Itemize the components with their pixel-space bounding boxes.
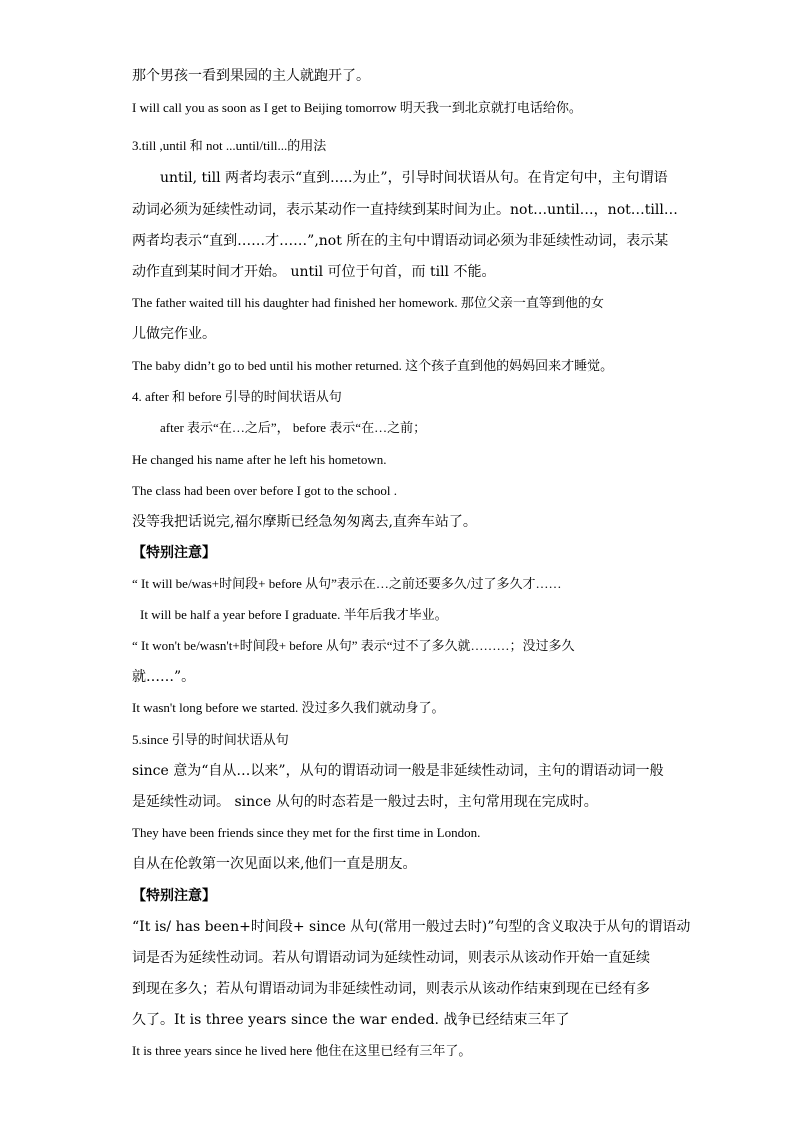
text-line: 久了。It is three years since the war ended. 战争已经结束三年了 (132, 1012, 570, 1028)
text-line: It wasn't long before we started. 没过多久我们就动身了。 (132, 700, 445, 715)
text-line: 两者均表示“直到……才……”,not 所在的主句中谓语动词必须为非延续性动词，表示某 (132, 233, 669, 249)
text-line: 就……”。 (132, 669, 196, 685)
text-line: It is three years since he lived here 他住在这里已经有三年了。 (132, 1043, 472, 1058)
text-line: The father waited till his daughter had finished her homework. 那位父亲一直等到他的女 (132, 295, 604, 310)
text-line: until, till 两者均表示“直到.....为止”，引导时间状语从句。在肯定句中，主句谓语 (160, 170, 668, 186)
text-line: It will be half a year before I graduate. 半年后我才毕业。 (140, 607, 448, 622)
text-line: 没等我把话说完,福尔摩斯已经急匆匆离去,直奔车站了。 (132, 514, 477, 530)
text-line: “ It won't be/wasn't+时间段+ before 从句” 表示“过不了多久就………；没过多久 (132, 638, 575, 653)
text-line: 到现在多久；若从句谓语动词为非延续性动词，则表示从该动作结束到现在已经有多 (132, 981, 650, 997)
text-line: 儿做完作业。 (132, 326, 216, 342)
special-note-heading: 【特别注意】 (132, 545, 216, 561)
section-heading: 3.till ,until 和 not ...until/till...的用法 (132, 138, 327, 153)
text-line: 动词必须为延续性动词，表示某动作一直持续到某时间为止。not…until…，not…till… (132, 202, 678, 218)
text-line: The class had been over before I got to the school . (132, 483, 397, 498)
text-line: “It is/ has been+时间段+ since 从句(常用一般过去时)”句型的含义取决于从句的谓语动 (132, 919, 691, 935)
text-line: 是延续性动词。 since 从句的时态若是一般过去时，主句常用现在完成时。 (132, 794, 598, 810)
text-line: after 表示“在…之后”， before 表示“在…之前； (160, 420, 427, 435)
section-heading: 4. after 和 before 引导的时间状语从句 (132, 389, 342, 404)
text-line: I will call you as soon as I get to Beijing tomorrow 明天我一到北京就打电话给你。 (132, 100, 582, 115)
text-line: since 意为“自从…以来”，从句的谓语动词一般是非延续性动词，主句的谓语动词一般 (132, 763, 664, 779)
text-line: They have been friends since they met for the first time in London. (132, 825, 481, 840)
text-line: 动作直到某时间才开始。 until 可位于句首，而 till 不能。 (132, 264, 496, 280)
text-line: The baby didn’t go to bed until his mother returned. 这个孩子直到他的妈妈回来才睡觉。 (132, 358, 614, 373)
text-line: He changed his name after he left his hometown. (132, 452, 387, 467)
text-line: 词是否为延续性动词。若从句谓语动词为延续性动词，则表示从该动作开始一直延续 (132, 950, 650, 966)
text-line: 自从在伦敦第一次见面以来,他们一直是朋友。 (132, 856, 417, 872)
text-line: 那个男孩一看到果园的主人就跑开了。 (132, 68, 370, 84)
text-line: “ It will be/was+时间段+ before 从句”表示在…之前还要多久/过了多久才…… (132, 576, 562, 591)
section-heading: 5.since 引导的时间状语从句 (132, 732, 289, 747)
special-note-heading: 【特别注意】 (132, 888, 216, 904)
